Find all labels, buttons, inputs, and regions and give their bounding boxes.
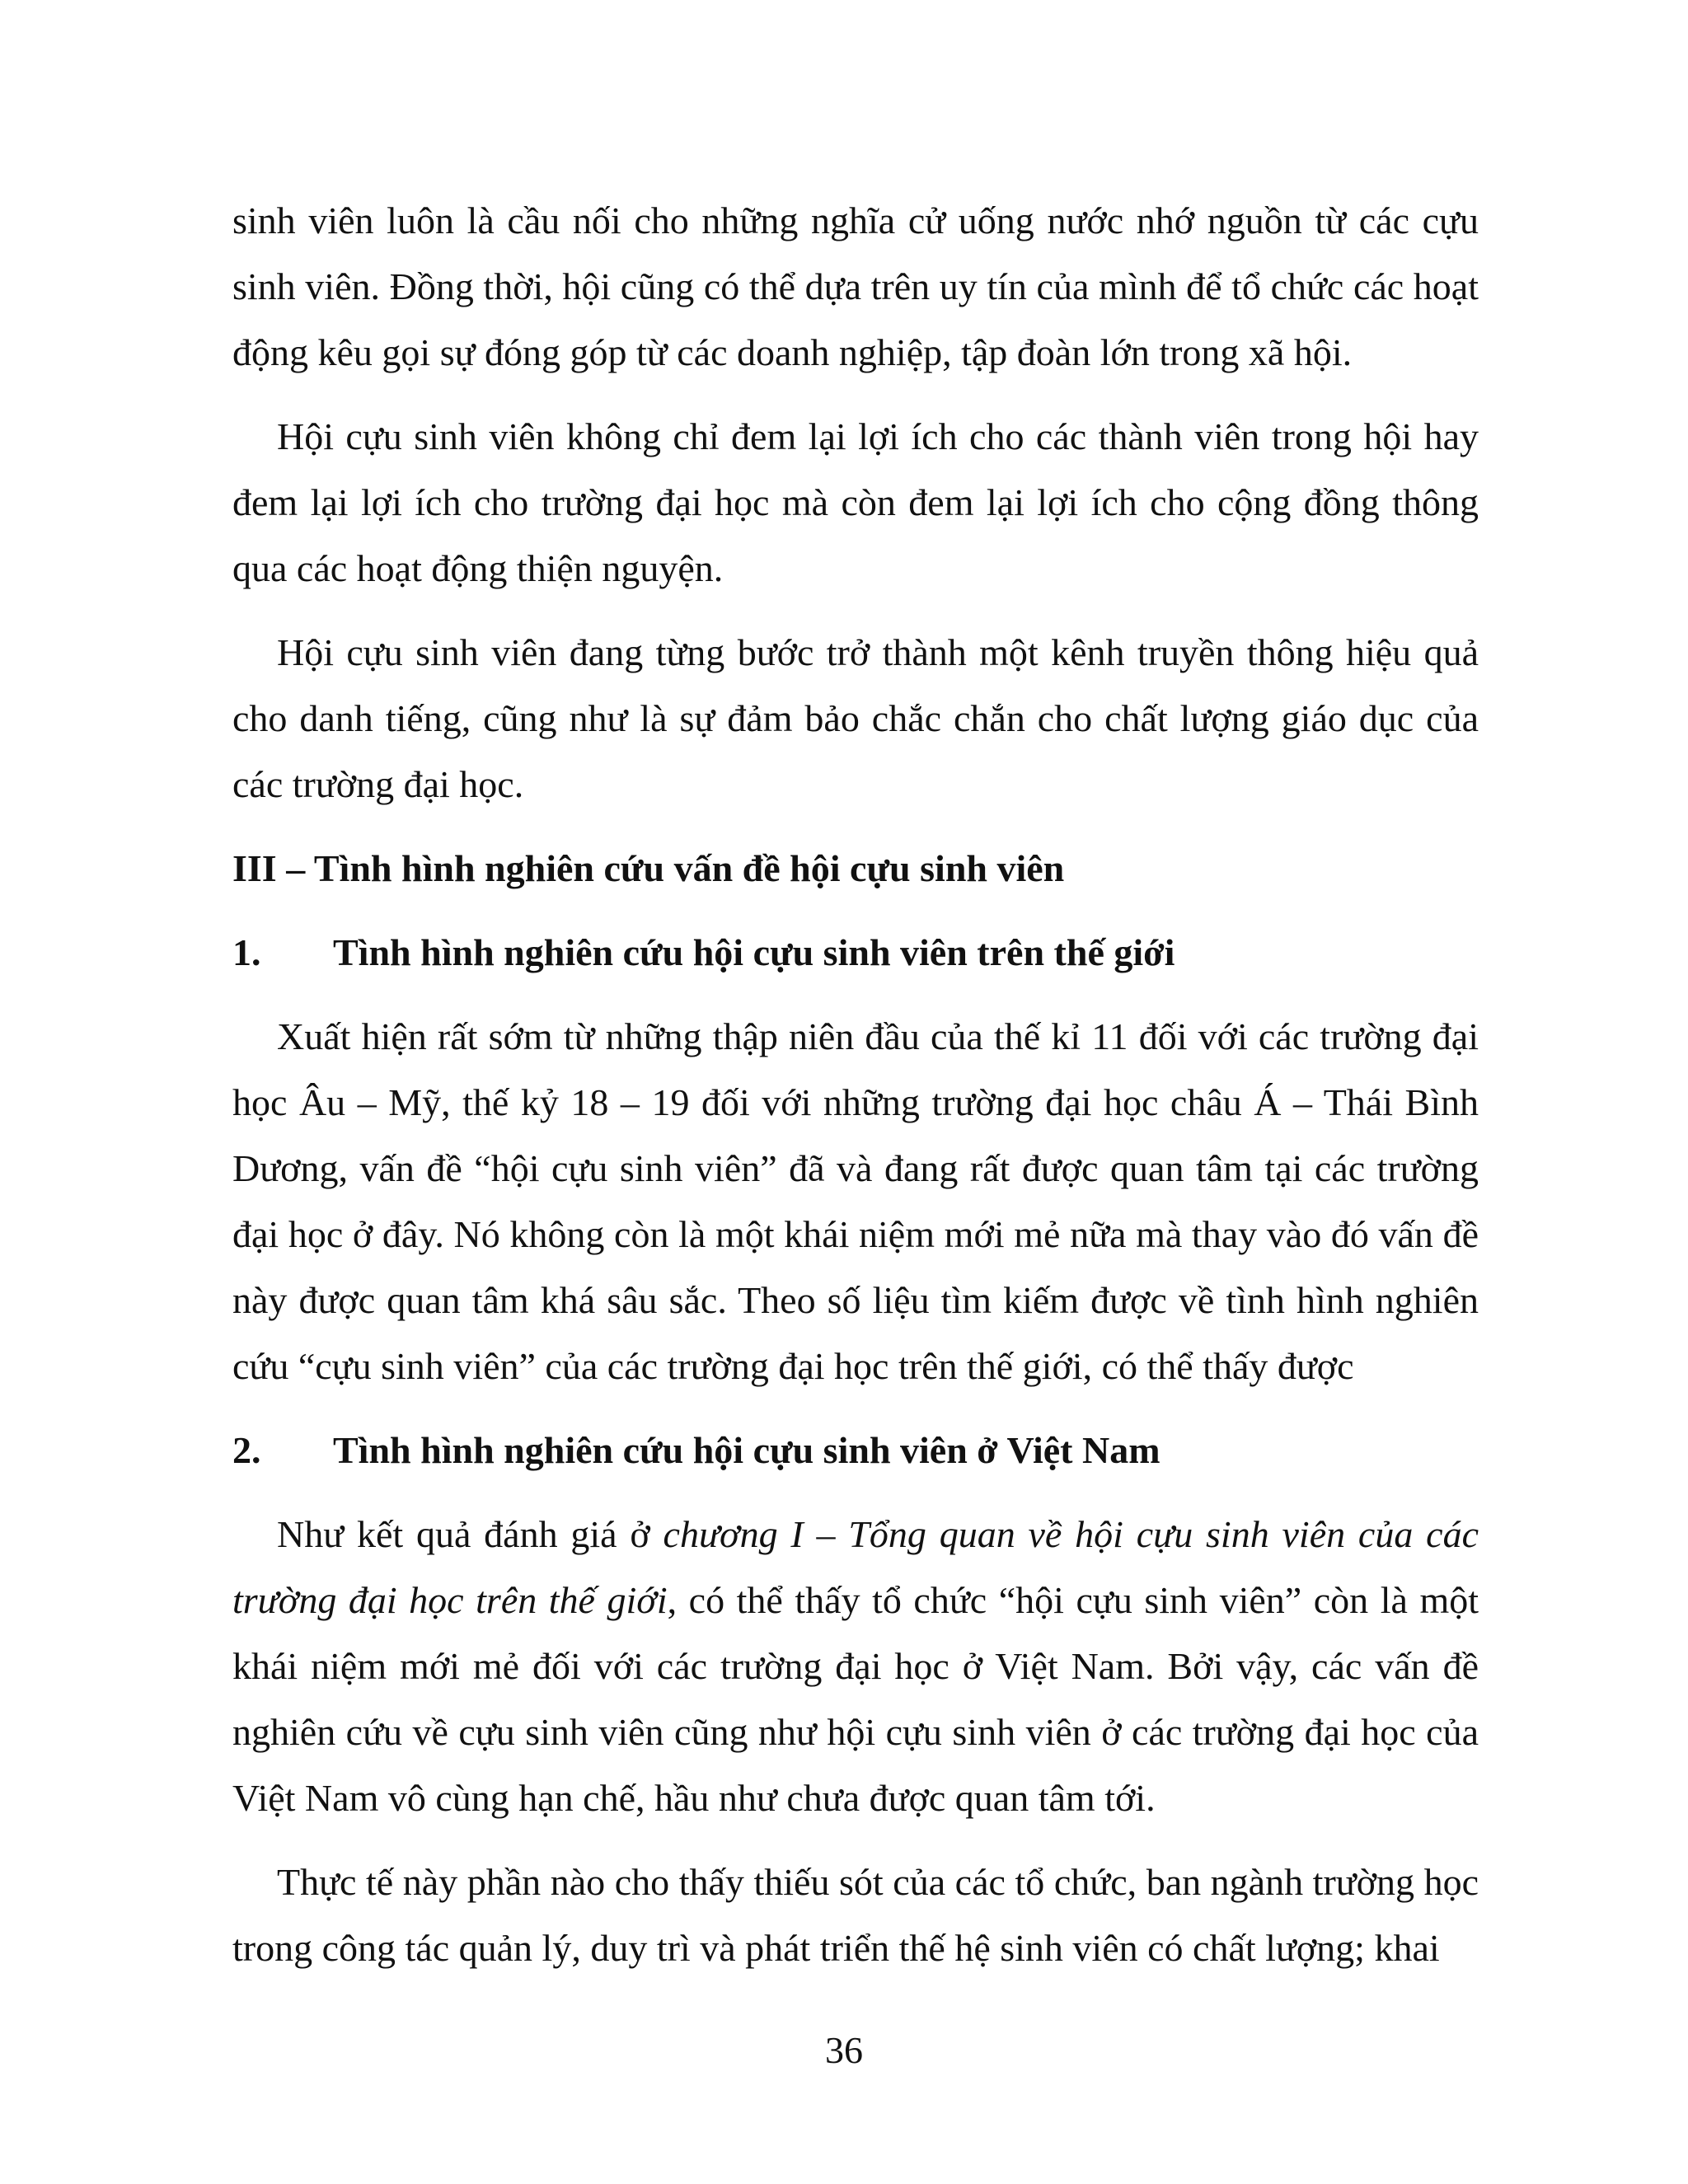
italic-chapter-reference: chương I – Tổng quan về hội cựu sinh viên của các trường đại học trên thế giới <box>232 1513 1479 1621</box>
text-before-italic: Như kết quả đánh giá ở <box>277 1513 663 1555</box>
heading-text: Tình hình nghiên cứu hội cựu sinh viên trên thế giới <box>333 931 1175 973</box>
page-number: 36 <box>825 2029 863 2071</box>
document-page <box>232 188 1479 1999</box>
paragraph-reality: Thực tế này phần nào cho thấy thiếu sót của các tổ chức, ban ngành trường học trong công tác quản lý, duy trì và phát triển thế hệ sinh viên có chất lượng; khai <box>232 1861 1479 1969</box>
heading-number: 2. <box>232 1429 261 1471</box>
subsection-heading-1 <box>232 920 1479 986</box>
text-after-italic: , có thể thấy tổ chức “hội cựu sinh viên” còn là một khái niệm mới mẻ đối với các trường đại học ở Việt Nam. Bởi vậy, các vấn đề nghiên cứu về cựu sinh viên cũng như hội cựu sinh viên ở các trường đại học của Việt Nam vô cùng hạn chế, hầu như chưa được quan tâm tới. <box>232 1579 1479 1819</box>
paragraph-communication-channel: Hội cựu sinh viên đang từng bước trở thành một kênh truyền thông hiệu quả cho danh tiếng, cũng như là sự đảm bảo chắc chắn cho chất lượng giáo dục của các trường đại học. <box>232 631 1479 805</box>
subsection-heading-2 <box>232 1418 1479 1483</box>
heading-number: 1. <box>232 931 261 973</box>
paragraph-continuation: sinh viên luôn là cầu nối cho những nghĩa cử uống nước nhớ nguồn từ các cựu sinh viên. Đồng thời, hội cũng có thể dựa trên uy tín của mình để tổ chức các hoạt động kêu gọi sự đóng góp từ các doanh nghiệp, tập đoàn lớn trong xã hội. <box>232 199 1479 373</box>
paragraph-community-benefit: Hội cựu sinh viên không chỉ đem lại lợi ích cho các thành viên trong hội hay đem lại lợi ích cho trường đại học mà còn đem lại lợi ích cho cộng đồng thông qua các hoạt động thiện nguyện. <box>232 415 1479 589</box>
paragraph-vietnam-research <box>232 1502 1479 1831</box>
section-heading-iii: III – Tình hình nghiên cứu vấn đề hội cựu sinh viên <box>232 847 1065 889</box>
paragraph-world-research: Xuất hiện rất sớm từ những thập niên đầu của thế kỉ 11 đối với các trường đại học Âu – Mỹ, thế kỷ 18 – 19 đối với những trường đại học châu Á – Thái Bình Dương, vấn đề “hội cựu sinh viên” đã và đang rất được quan tâm tại các trường đại học ở đây. Nó không còn là một khái niệm mới mẻ nữa mà thay vào đó vấn đề này được quan tâm khá sâu sắc. Theo số liệu tìm kiếm được về tình hình nghiên cứu “cựu sinh viên” của các trường đại học trên thế giới, có thể thấy được <box>232 1015 1479 1387</box>
heading-text: Tình hình nghiên cứu hội cựu sinh viên ở Việt Nam <box>333 1429 1160 1471</box>
